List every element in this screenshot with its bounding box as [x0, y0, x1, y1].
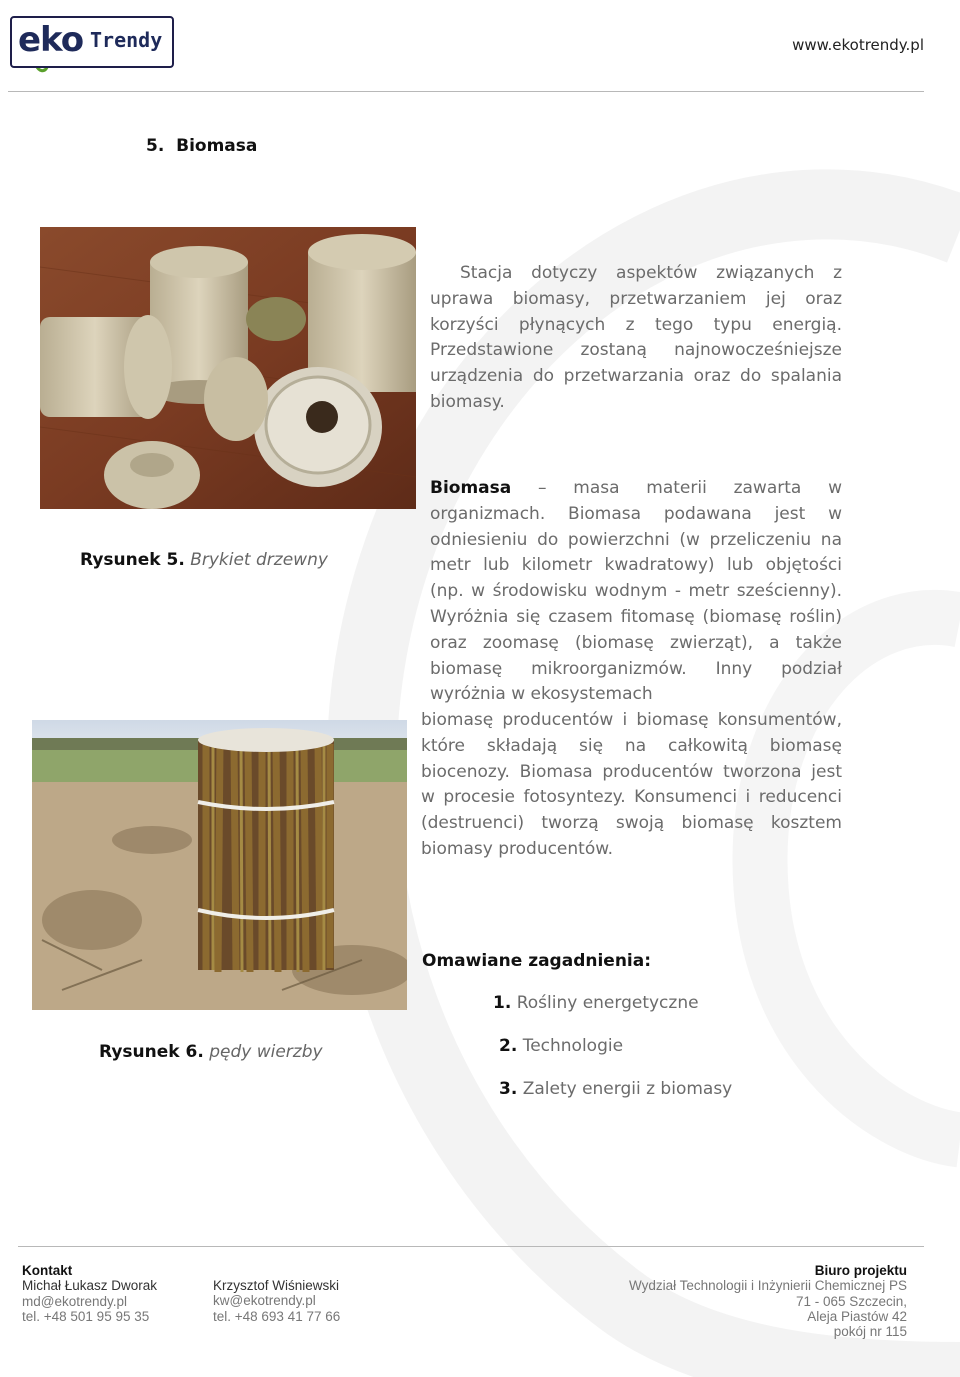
person-1-phone: tel. +48 501 95 95 35 [22, 1308, 150, 1324]
briquette-photo [40, 227, 416, 509]
topic-item-3 [499, 1079, 732, 1099]
topic-label-1: Rośliny energetyczne [516, 993, 699, 1013]
topic-number-1: 1. [493, 993, 512, 1013]
office-line-4: pokój nr 115 [833, 1324, 907, 1340]
definition-text-b: biomasę producentów i biomasę konsumentów, które składają się na całkowitą biomasę biocenozy. Biomasa producentów tworzona jest w procesie fotosyntezy. Konsumenci i reducenci (destruenci) tworzą swoją biomasę kosztem biomasy producentów. [421, 710, 842, 859]
intro-text: Stacja dotyczy aspektów związanych z uprawa biomasy, przetwarzaniem jej oraz korzyści płynących z tego typu energią. Przedstawione zostaną najnowocześniejsze urządzenia do przetwarzania oraz do spalania biomasy. [430, 263, 842, 412]
office-heading: Biuro projektu [814, 1263, 907, 1278]
person-2-email-link[interactable]: kw@ekotrendy.pl [213, 1293, 316, 1309]
person-2-phone: tel. +48 693 41 77 66 [213, 1308, 341, 1324]
header-divider [8, 91, 924, 92]
definition-term: Biomasa [430, 478, 512, 498]
logo-text-trendy: Trendy [90, 28, 163, 52]
footer-divider [18, 1246, 924, 1247]
topic-item-2 [499, 1036, 623, 1056]
footer-project-office [629, 1263, 907, 1339]
topic-item-1 [493, 993, 699, 1013]
person-2-name: Krzysztof Wiśniewski [213, 1278, 340, 1293]
topic-label-2: Technologie [522, 1036, 624, 1056]
willow-shoots-photo [32, 720, 407, 1010]
office-line-3: Aleja Piastów 42 [807, 1308, 907, 1324]
office-line-1: Wydział Technologii i Inżynierii Chemicznej PS [629, 1278, 907, 1294]
topic-number-3: 3. [499, 1079, 518, 1099]
contact-heading: Kontakt [22, 1263, 73, 1278]
figure-5-caption-text: Brykiet drzewny [190, 550, 328, 570]
footer-contact-person-2 [213, 1278, 340, 1324]
ekotrendy-logo[interactable] [4, 2, 172, 78]
figure-6-caption [99, 1042, 323, 1062]
footer-contact-person-1 [22, 1263, 157, 1324]
site-url-link[interactable]: www.ekotrendy.pl [792, 36, 924, 54]
intro-paragraph [430, 261, 842, 416]
figure-5-caption [80, 550, 328, 570]
office-line-2: 71 - 065 Szczecin, [795, 1293, 907, 1309]
figure-6-label: Rysunek 6. [99, 1042, 204, 1062]
logo-text-eko: eko [18, 20, 84, 60]
topic-label-3: Zalety energii z biomasy [522, 1079, 733, 1099]
definition-paragraph [430, 476, 842, 708]
section-title: 5. Biomasa [146, 136, 258, 156]
figure-6-caption-text: pędy wierzby [209, 1042, 323, 1062]
topic-number-2: 2. [499, 1036, 518, 1056]
figure-5-label: Rysunek 5. [80, 550, 185, 570]
person-1-name: Michał Łukasz Dworak [22, 1278, 158, 1294]
definition-text-a: – masa materii zawarta w organizmach. Biomasa podawana jest w odniesieniu do powierzchni (w przeliczeniu na metr lub kilometr kwadratowy) lub objętości (np. w środowisku wodnym - metr sześcienny). Wyróżnia się czasem fitomasę (biomasę roślin) oraz zoomasę (biomasę zwierząt), a także biomasę mikroorganizmów. Inny podział wyróżnia w ekosystemach [430, 478, 842, 705]
person-1-email-link[interactable]: md@ekotrendy.pl [22, 1293, 128, 1309]
definition-paragraph-continued [421, 708, 842, 863]
topics-heading: Omawiane zagadnienia: [422, 951, 652, 971]
